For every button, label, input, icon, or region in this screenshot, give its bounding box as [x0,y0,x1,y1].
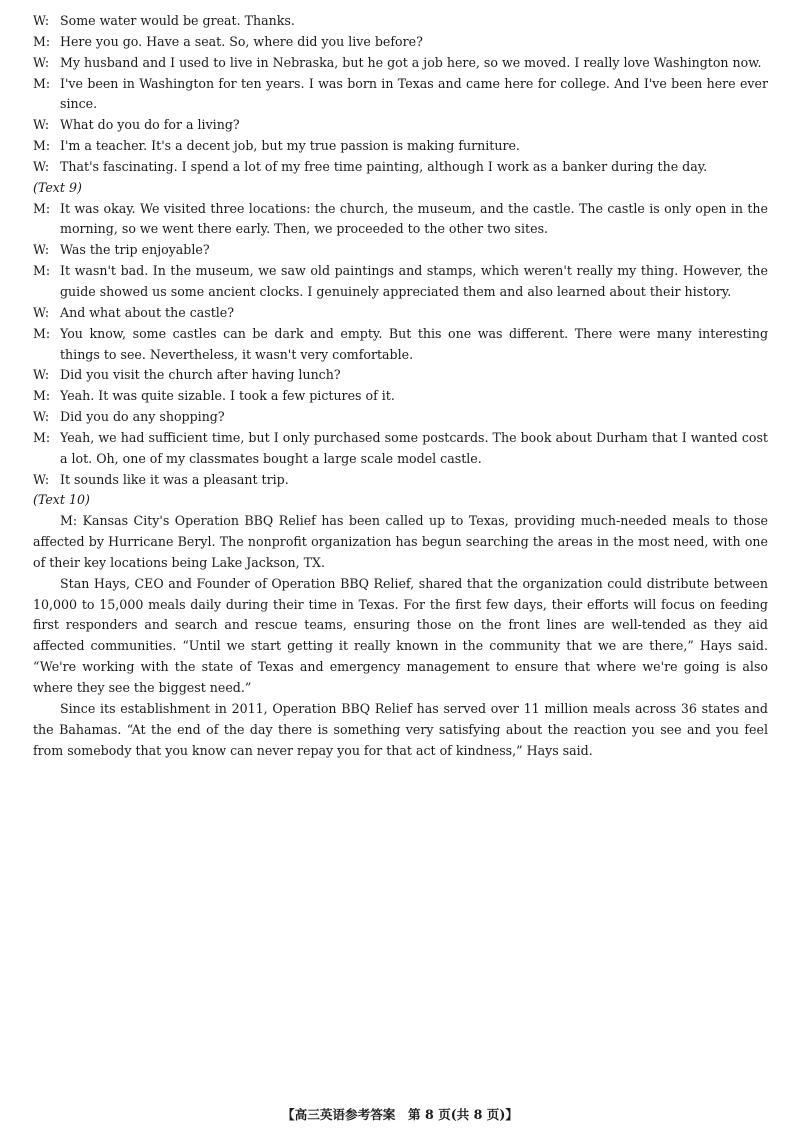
text10-monologue [33,511,768,761]
dialogue-line [33,428,768,470]
line-text: It wasn't bad. In the museum, we saw old paintings and stamps, which weren't really my thing. However, the guide showed us some ancient clocks. I genuinely appreciated them and also learned about their history. [60,263,768,299]
paragraph: Since its establishment in 2011, Operation BBQ Relief has served over 11 million meals across 36 states and the Bahamas. “At the end of the day there is something very satisfying about the reaction you see and you feel from somebody that you know can never repay you for that act of kindness,” Hays said. [33,700,768,758]
dialogue-line [33,240,768,261]
dialogue-line [33,470,768,491]
text9-heading: (Text 9) [33,179,82,195]
speaker-label: M: [33,388,51,404]
dialogue-line [33,199,768,241]
dialogue-line [33,74,768,116]
line-text: It was okay. We visited three locations: the church, the museum, and the castle. The castle is only open in the morning, so we went there early. Then, we proceeded to the other two sites. [60,200,768,237]
dialogue-line [33,157,768,178]
text9-dialogue [33,199,768,491]
speaker-label: M: [33,75,51,91]
dialogue-line [33,407,768,428]
dialogue-line [33,32,768,53]
transcript-body [33,11,768,761]
line-text: That's fascinating. I spend a lot of my free time painting, although I work as a banker during the day. [60,158,708,174]
line-text: You know, some castles can be dark and empty. But this one was different. There were many interesting things to see. Nevertheless, it wasn't very comfortable. [60,325,768,362]
speaker-label: W: [33,471,50,487]
text10-heading: (Text 10) [33,492,90,508]
line-text: Here you go. Have a seat. So, where did you live before? [60,33,423,49]
line-text: Did you visit the church after having lunch? [60,367,341,383]
speaker-label: M: [33,325,51,341]
speaker-label: W: [33,304,50,320]
dialogue-line [33,303,768,324]
speaker-label: M: [33,33,51,49]
line-text: Yeah, we had sufficient time, but I only purchased some postcards. The book about Durham that I wanted cost a lot. Oh, one of my classmates bought a large scale model castle. [60,429,768,466]
line-text: Some water would be great. Thanks. [60,13,295,28]
line-text: I'm a teacher. It's a decent job, but my true passion is making furniture. [60,138,520,154]
line-text: Yeah. It was quite sizable. I took a few pictures of it. [60,388,395,404]
dialogue-line [33,365,768,386]
line-text: And what about the castle? [60,304,235,320]
dialogue-line [33,11,768,32]
dialogue-line [33,53,768,74]
speaker-label: W: [33,117,50,133]
line-text: It sounds like it was a pleasant trip. [60,471,289,487]
speaker-label: W: [33,409,50,425]
text8-dialogue [33,11,768,178]
speaker-label: M: [33,263,51,279]
speaker-label: W: [33,13,50,28]
paragraph: Stan Hays, CEO and Founder of Operation BBQ Relief, shared that the organization could distribute between 10,000 to 15,000 meals daily during their time in Texas. For the first few days, their efforts will focus on feeding first responders and search and rescue teams, ensuring those on the front lines are well-tended as they aid affected communities. “Until we start getting it really known in the community that we are there,” Hays said. “We're working with the state of Texas and emergency management to ensure that where we're going is also where they see the biggest need.” [33,575,768,695]
speaker-label: W: [33,54,50,70]
speaker-label: M: [33,200,51,216]
speaker-label: W: [33,158,50,174]
line-text: My husband and I used to live in Nebraska, but he got a job here, so we moved. I really love Washington now. [60,54,762,70]
dialogue-line [33,324,768,366]
speaker-label: W: [33,367,50,383]
line-text: What do you do for a living? [60,117,240,133]
speaker-label: W: [33,242,50,258]
dialogue-line [33,115,768,136]
speaker-label: M: [33,138,51,154]
dialogue-line [33,261,768,303]
line-text: Did you do any shopping? [60,409,225,425]
dialogue-line [33,136,768,157]
line-text: I've been in Washington for ten years. I was born in Texas and came here for college. And I've been here ever since. [60,75,768,112]
page-footer: 【高三英语参考答案 第 8 页(共 8 页)】 [282,1107,518,1122]
speaker-label: M: [33,429,51,445]
line-text: Was the trip enjoyable? [60,242,210,258]
dialogue-line [33,386,768,407]
paragraph: M: Kansas City's Operation BBQ Relief has been called up to Texas, providing much-needed meals to those affected by Hurricane Beryl. The nonprofit organization has begun searching the areas in the most need, with one of their key locations being Lake Jackson, TX. [33,513,768,570]
